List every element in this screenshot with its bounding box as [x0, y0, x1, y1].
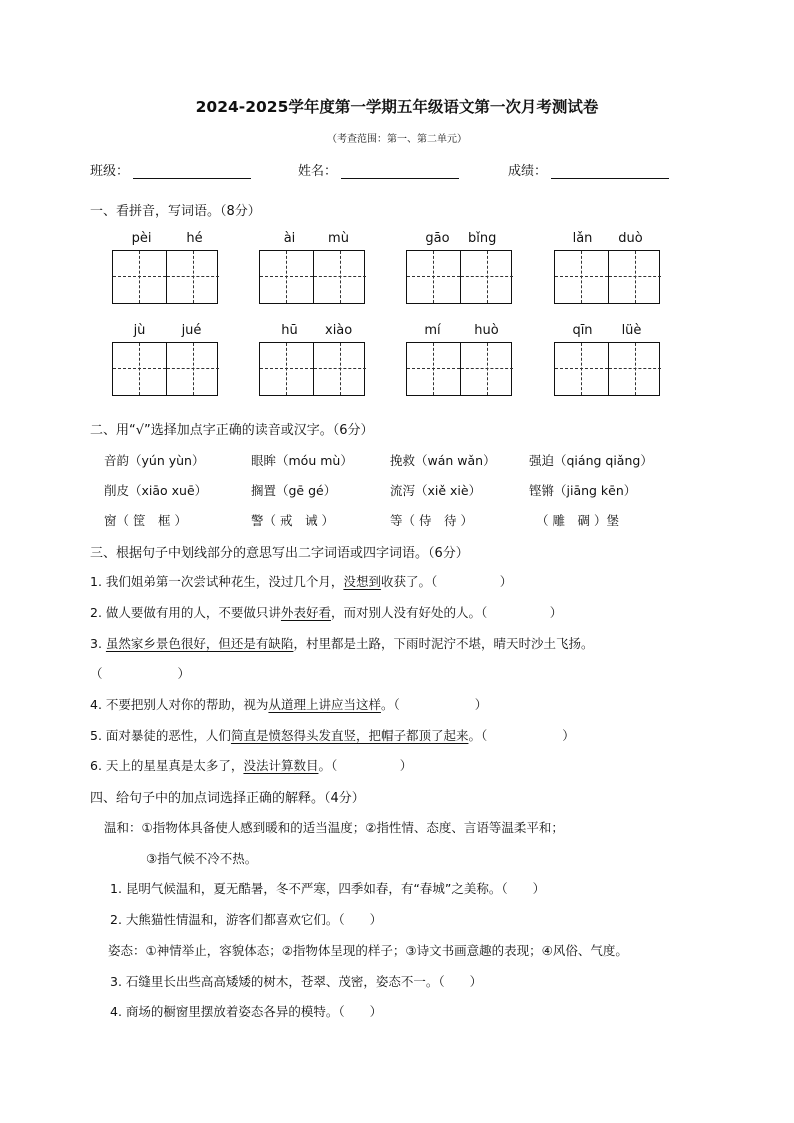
answer-blank[interactable]: 收获了。（ ）	[380, 574, 513, 589]
exam-title: 2024-2025学年度第一学期五年级语文第一次月考测试卷	[195, 98, 599, 116]
pinyin-label: gāo	[425, 231, 450, 246]
name-blank[interactable]	[341, 164, 459, 179]
zitai-definitions: 姿态：①神情举止，容貌体态；②指物体呈现的样子；③诗文书画意趣的表现；④风俗、气度。	[108, 943, 628, 958]
writing-box[interactable]	[406, 250, 512, 304]
answer-blank[interactable]: ，而对别人没有好处的人。（ ）	[330, 605, 563, 620]
writing-box[interactable]	[554, 250, 660, 304]
writing-box[interactable]	[112, 342, 218, 396]
section1-heading: 一、看拼音，写词语。（8分）	[90, 204, 261, 219]
question-text: 面对暴徒的恶性，人们	[105, 728, 231, 743]
choice-item[interactable]: 警（ 戒 诫 ）	[251, 513, 334, 528]
question-number: 2.	[90, 605, 102, 620]
choice-item[interactable]: （ 雕 碉 ）堡	[536, 513, 619, 528]
pinyin-label: lǎn	[572, 231, 593, 246]
question-number: 6.	[90, 758, 102, 773]
choice-item[interactable]: 铿锵（jiāng kēn）	[529, 483, 637, 498]
name-label: 姓名：	[298, 164, 338, 179]
question-text: 天上的星星真是太多了，	[105, 758, 244, 773]
writing-box[interactable]	[259, 342, 365, 396]
class-blank[interactable]	[133, 164, 251, 179]
score-blank[interactable]	[551, 164, 669, 179]
pinyin-label: mí	[424, 323, 441, 338]
pinyin-label: huò	[474, 323, 499, 338]
choice-item[interactable]: 眼眸（móu mù）	[251, 453, 353, 468]
section2-heading: 二、用“√”选择加点字正确的读音或汉字。（6分）	[90, 423, 374, 438]
choice-item[interactable]: 强迫（qiáng qiǎng）	[529, 453, 653, 468]
writing-box[interactable]	[554, 342, 660, 396]
choice-item[interactable]: 窗（ 筐 框 ）	[104, 513, 187, 528]
section3-heading: 三、根据句子中划线部分的意思写出二字词语或四字词语。（6分）	[90, 546, 469, 561]
pinyin-label: pèi	[131, 231, 152, 246]
choice-item[interactable]: 挽救（wán wǎn）	[390, 453, 496, 468]
exam-scope: （考查范围：第一、第二单元）	[327, 134, 467, 145]
pinyin-label: ài	[283, 231, 296, 246]
wenhe-definitions-cont: ③指气候不冷不热。	[146, 851, 258, 866]
pinyin-label: hū	[281, 323, 298, 338]
question-3-4	[90, 695, 487, 713]
pinyin-label: jué	[181, 323, 202, 338]
section4-heading: 四、给句子中的加点词选择正确的解释。（4分）	[90, 791, 365, 806]
question-3-2	[90, 603, 562, 621]
question-3-6	[90, 756, 412, 774]
underlined-phrase: 简直是愤怒得头发直竖，把帽子都顶了起来	[230, 728, 469, 743]
writing-box[interactable]	[259, 250, 365, 304]
question-text: 不要把别人对你的帮助，视为	[105, 697, 269, 712]
writing-box[interactable]	[406, 342, 512, 396]
question-4-2[interactable]: 2. 大熊猫性情温和，游客们都喜欢它们。（ ）	[110, 912, 383, 927]
name-field[interactable]	[298, 160, 459, 179]
pinyin-label: bǐng	[468, 231, 497, 246]
answer-blank[interactable]: 。（ ）	[380, 697, 488, 712]
writing-box[interactable]	[112, 250, 218, 304]
question-number: 1.	[90, 574, 102, 589]
choice-item[interactable]: 流泻（xiě xiè）	[390, 483, 482, 498]
pinyin-label: jù	[133, 323, 146, 338]
underlined-phrase: 没想到	[343, 574, 381, 589]
underlined-phrase: 从道理上讲应当这样	[268, 697, 381, 712]
underlined-phrase: 虽然家乡景色很好，但还是有缺陷	[105, 636, 294, 651]
pinyin-label: qīn	[572, 323, 593, 338]
pinyin-label: xiào	[325, 323, 353, 338]
question-number: 3.	[90, 636, 102, 651]
question-text: ，村里都是土路，下雨时泥泞不堪，晴天时沙土飞扬。	[293, 636, 594, 651]
question-number: 4.	[90, 697, 102, 712]
pinyin-label: mù	[328, 231, 349, 246]
choice-item[interactable]: 音韵（yún yùn）	[104, 453, 205, 468]
question-number: 5.	[90, 728, 102, 743]
pinyin-label: hé	[186, 231, 203, 246]
answer-blank[interactable]: 。（ ）	[468, 728, 575, 743]
score-label: 成绩：	[508, 164, 548, 179]
class-field[interactable]	[90, 160, 251, 179]
underlined-phrase: 没法计算数目	[243, 758, 319, 773]
question-text: 做人要做有用的人，不要做只讲	[105, 605, 281, 620]
question-text: 我们姐弟第一次尝试种花生，没过几个月，	[105, 574, 344, 589]
question-4-3[interactable]: 3. 石缝里长出些高高矮矮的树木，苍翠、茂密，姿态不一。（ ）	[110, 974, 483, 989]
choice-item[interactable]: 搁置（gē gé）	[251, 483, 337, 498]
answer-blank[interactable]: 。（ ）	[318, 758, 413, 773]
class-label: 班级：	[90, 164, 130, 179]
answer-blank[interactable]: （ ）	[90, 666, 191, 681]
question-3-3	[90, 634, 593, 652]
question-4-1[interactable]: 1. 昆明气候温和，夏无酷暑，冬不严寒，四季如春，有“春城”之美称。（ ）	[110, 881, 546, 896]
score-field[interactable]	[508, 160, 669, 179]
question-3-1	[90, 572, 512, 590]
wenhe-definitions: 温和：①指物体具备使人感到暖和的适当温度；②指性情、态度、言语等温柔平和；	[104, 820, 564, 835]
pinyin-label: duò	[618, 231, 643, 246]
underlined-phrase: 外表好看	[280, 605, 331, 620]
choice-item[interactable]: 削皮（xiāo xuē）	[104, 483, 208, 498]
choice-item[interactable]: 等（ 侍 待 ）	[390, 513, 473, 528]
question-3-5	[90, 726, 575, 744]
pinyin-label: lüè	[621, 323, 642, 338]
question-4-4[interactable]: 4. 商场的橱窗里摆放着姿态各异的模特。（ ）	[110, 1004, 383, 1019]
